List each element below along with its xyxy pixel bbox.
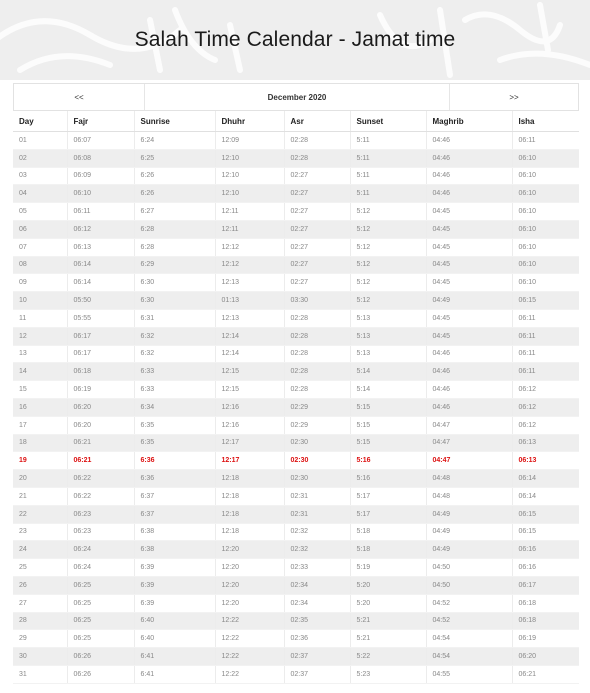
month-navigation (13, 83, 579, 111)
cell-day: 08 (13, 256, 67, 274)
cell-fajr: 05:50 (67, 292, 134, 310)
cell-isha: 06:13 (512, 434, 579, 452)
cell-fajr: 06:11 (67, 203, 134, 221)
cell-isha: 06:10 (512, 220, 579, 238)
table-row (13, 220, 579, 238)
cell-sunrise: 6:37 (134, 487, 215, 505)
cell-day: 23 (13, 523, 67, 541)
cell-maghrib: 04:48 (426, 487, 512, 505)
cell-sunset: 5:22 (350, 648, 426, 666)
cell-maghrib: 04:45 (426, 203, 512, 221)
cell-dhuhr: 12:20 (215, 594, 284, 612)
cell-isha: 06:11 (512, 327, 579, 345)
cell-dhuhr: 12:12 (215, 238, 284, 256)
cell-day: 13 (13, 345, 67, 363)
cell-dhuhr: 12:16 (215, 398, 284, 416)
table-row (13, 576, 579, 594)
cell-sunrise: 6:27 (134, 203, 215, 221)
cell-asr: 02:28 (284, 345, 350, 363)
table-row (13, 167, 579, 185)
cell-sunrise: 6:41 (134, 648, 215, 666)
cell-asr: 02:27 (284, 274, 350, 292)
cell-sunrise: 6:39 (134, 576, 215, 594)
cell-day: 12 (13, 327, 67, 345)
cell-asr: 02:31 (284, 487, 350, 505)
cell-fajr: 06:22 (67, 487, 134, 505)
cell-sunset: 5:20 (350, 594, 426, 612)
cell-fajr: 06:23 (67, 505, 134, 523)
cell-isha: 06:11 (512, 309, 579, 327)
cell-isha: 06:10 (512, 238, 579, 256)
cell-maghrib: 04:46 (426, 185, 512, 203)
cell-asr: 02:27 (284, 256, 350, 274)
cell-isha: 06:16 (512, 559, 579, 577)
cell-sunrise: 6:35 (134, 416, 215, 434)
cell-dhuhr: 12:10 (215, 185, 284, 203)
cell-day: 07 (13, 238, 67, 256)
cell-maghrib: 04:49 (426, 292, 512, 310)
cell-day: 14 (13, 363, 67, 381)
cell-isha: 06:10 (512, 203, 579, 221)
cell-day: 26 (13, 576, 67, 594)
cell-fajr: 06:10 (67, 185, 134, 203)
cell-isha: 06:16 (512, 541, 579, 559)
cell-asr: 02:37 (284, 648, 350, 666)
cell-sunrise: 6:33 (134, 363, 215, 381)
column-header-asr: Asr (284, 111, 350, 132)
cell-isha: 06:11 (512, 132, 579, 150)
table-row (13, 470, 579, 488)
cell-sunrise: 6:26 (134, 167, 215, 185)
cell-asr: 02:33 (284, 559, 350, 577)
cell-sunset: 5:17 (350, 505, 426, 523)
cell-maghrib: 04:46 (426, 345, 512, 363)
cell-fajr: 06:20 (67, 398, 134, 416)
cell-sunrise: 6:38 (134, 523, 215, 541)
cell-sunset: 5:13 (350, 345, 426, 363)
cell-sunrise: 6:41 (134, 665, 215, 683)
cell-sunset: 5:11 (350, 149, 426, 167)
cell-sunrise: 6:35 (134, 434, 215, 452)
cell-maghrib: 04:47 (426, 434, 512, 452)
cell-asr: 02:27 (284, 238, 350, 256)
cell-maghrib: 04:49 (426, 541, 512, 559)
cell-maghrib: 04:46 (426, 381, 512, 399)
column-header-fajr: Fajr (67, 111, 134, 132)
cell-asr: 02:27 (284, 220, 350, 238)
cell-sunset: 5:17 (350, 487, 426, 505)
cell-asr: 02:30 (284, 452, 350, 470)
cell-day: 04 (13, 185, 67, 203)
cell-fajr: 06:13 (67, 238, 134, 256)
cell-sunrise: 6:29 (134, 256, 215, 274)
cell-sunrise: 6:31 (134, 309, 215, 327)
cell-dhuhr: 12:22 (215, 665, 284, 683)
cell-isha: 06:11 (512, 345, 579, 363)
cell-asr: 02:29 (284, 398, 350, 416)
cell-asr: 02:28 (284, 132, 350, 150)
cell-asr: 02:34 (284, 576, 350, 594)
cell-sunset: 5:16 (350, 470, 426, 488)
column-header-dhuhr: Dhuhr (215, 111, 284, 132)
table-row (13, 630, 579, 648)
cell-maghrib: 04:45 (426, 309, 512, 327)
cell-day: 29 (13, 630, 67, 648)
cell-dhuhr: 12:14 (215, 327, 284, 345)
cell-sunrise: 6:30 (134, 274, 215, 292)
cell-sunrise: 6:39 (134, 559, 215, 577)
cell-dhuhr: 12:20 (215, 559, 284, 577)
cell-sunrise: 6:28 (134, 238, 215, 256)
cell-day: 15 (13, 381, 67, 399)
table-row (13, 434, 579, 452)
table-row (13, 149, 579, 167)
cell-maghrib: 04:54 (426, 648, 512, 666)
cell-sunset: 5:12 (350, 238, 426, 256)
cell-sunset: 5:11 (350, 132, 426, 150)
cell-asr: 02:28 (284, 309, 350, 327)
cell-sunrise: 6:32 (134, 327, 215, 345)
cell-asr: 02:28 (284, 149, 350, 167)
cell-day: 28 (13, 612, 67, 630)
cell-fajr: 06:21 (67, 434, 134, 452)
cell-maghrib: 04:46 (426, 363, 512, 381)
cell-sunset: 5:12 (350, 274, 426, 292)
cell-maghrib: 04:45 (426, 256, 512, 274)
cell-asr: 02:27 (284, 203, 350, 221)
cell-isha: 06:10 (512, 185, 579, 203)
cell-sunset: 5:13 (350, 327, 426, 345)
cell-maghrib: 04:46 (426, 167, 512, 185)
cell-sunset: 5:11 (350, 167, 426, 185)
cell-dhuhr: 12:15 (215, 363, 284, 381)
cell-dhuhr: 12:11 (215, 203, 284, 221)
cell-isha: 06:10 (512, 149, 579, 167)
cell-sunrise: 6:40 (134, 630, 215, 648)
cell-fajr: 06:25 (67, 630, 134, 648)
cell-sunset: 5:15 (350, 416, 426, 434)
cell-asr: 02:32 (284, 523, 350, 541)
cell-day: 31 (13, 665, 67, 683)
cell-day: 25 (13, 559, 67, 577)
cell-dhuhr: 12:18 (215, 487, 284, 505)
cell-dhuhr: 12:14 (215, 345, 284, 363)
cell-dhuhr: 12:20 (215, 541, 284, 559)
page-title: Salah Time Calendar - Jamat time (134, 28, 456, 51)
cell-fajr: 06:22 (67, 470, 134, 488)
table-row (13, 327, 579, 345)
cell-fajr: 06:25 (67, 594, 134, 612)
cell-asr: 02:34 (284, 594, 350, 612)
cell-sunset: 5:23 (350, 665, 426, 683)
cell-sunrise: 6:40 (134, 612, 215, 630)
cell-fajr: 06:23 (67, 523, 134, 541)
cell-sunrise: 6:25 (134, 149, 215, 167)
month-label: December 2020 (144, 84, 450, 110)
cell-sunset: 5:12 (350, 292, 426, 310)
cell-sunset: 5:12 (350, 203, 426, 221)
cell-fajr: 06:20 (67, 416, 134, 434)
cell-isha: 06:14 (512, 470, 579, 488)
cell-maghrib: 04:46 (426, 149, 512, 167)
cell-asr: 02:32 (284, 541, 350, 559)
cell-dhuhr: 12:18 (215, 505, 284, 523)
cell-isha: 06:15 (512, 505, 579, 523)
cell-dhuhr: 12:18 (215, 470, 284, 488)
table-row (13, 612, 579, 630)
cell-dhuhr: 12:16 (215, 416, 284, 434)
cell-fajr: 06:08 (67, 149, 134, 167)
cell-day: 05 (13, 203, 67, 221)
cell-sunset: 5:18 (350, 523, 426, 541)
table-row (13, 238, 579, 256)
column-header-day: Day (13, 111, 67, 132)
cell-fajr: 06:21 (67, 452, 134, 470)
prev-month-button[interactable]: << (74, 92, 84, 102)
cell-dhuhr: 12:22 (215, 612, 284, 630)
cell-maghrib: 04:55 (426, 665, 512, 683)
table-row (13, 416, 579, 434)
cell-day: 16 (13, 398, 67, 416)
cell-isha: 06:14 (512, 487, 579, 505)
cell-maghrib: 04:46 (426, 132, 512, 150)
table-row (13, 398, 579, 416)
cell-sunset: 5:14 (350, 381, 426, 399)
cell-day: 01 (13, 132, 67, 150)
header-banner (0, 0, 590, 80)
cell-maghrib: 04:49 (426, 505, 512, 523)
cell-maghrib: 04:50 (426, 559, 512, 577)
cell-day: 20 (13, 470, 67, 488)
cell-sunset: 5:19 (350, 559, 426, 577)
table-row (13, 381, 579, 399)
table-row (13, 487, 579, 505)
cell-asr: 02:28 (284, 381, 350, 399)
cell-sunset: 5:12 (350, 256, 426, 274)
cell-asr: 02:28 (284, 363, 350, 381)
table-row (13, 345, 579, 363)
cell-dhuhr: 12:20 (215, 576, 284, 594)
table-row (13, 132, 579, 150)
cell-sunset: 5:13 (350, 309, 426, 327)
table-row-today (13, 452, 579, 470)
cell-isha: 06:21 (512, 665, 579, 683)
cell-dhuhr: 12:15 (215, 381, 284, 399)
cell-asr: 02:37 (284, 665, 350, 683)
cell-maghrib: 04:49 (426, 523, 512, 541)
cell-sunrise: 6:36 (134, 470, 215, 488)
cell-dhuhr: 12:10 (215, 149, 284, 167)
cell-fajr: 06:14 (67, 274, 134, 292)
cell-dhuhr: 12:22 (215, 630, 284, 648)
cell-isha: 06:18 (512, 612, 579, 630)
cell-asr: 02:30 (284, 434, 350, 452)
table-body (13, 132, 579, 684)
cell-maghrib: 04:45 (426, 238, 512, 256)
cell-maghrib: 04:52 (426, 612, 512, 630)
cell-day: 24 (13, 541, 67, 559)
cell-isha: 06:19 (512, 630, 579, 648)
cell-dhuhr: 12:18 (215, 523, 284, 541)
calendar-panel (13, 83, 579, 684)
table-row (13, 523, 579, 541)
cell-isha: 06:12 (512, 398, 579, 416)
table-row (13, 363, 579, 381)
cell-fajr: 06:17 (67, 345, 134, 363)
cell-asr: 02:29 (284, 416, 350, 434)
cell-maghrib: 04:46 (426, 398, 512, 416)
cell-sunrise: 6:26 (134, 185, 215, 203)
cell-fajr: 06:18 (67, 363, 134, 381)
cell-isha: 06:20 (512, 648, 579, 666)
cell-day: 19 (13, 452, 67, 470)
cell-dhuhr: 12:10 (215, 167, 284, 185)
cell-dhuhr: 12:22 (215, 648, 284, 666)
cell-sunrise: 6:38 (134, 541, 215, 559)
cell-dhuhr: 01:13 (215, 292, 284, 310)
cell-asr: 02:35 (284, 612, 350, 630)
cell-isha: 06:18 (512, 594, 579, 612)
cell-sunrise: 6:39 (134, 594, 215, 612)
cell-maghrib: 04:45 (426, 274, 512, 292)
column-header-maghrib: Maghrib (426, 111, 512, 132)
cell-sunrise: 6:32 (134, 345, 215, 363)
cell-day: 02 (13, 149, 67, 167)
cell-sunset: 5:16 (350, 452, 426, 470)
cell-day: 18 (13, 434, 67, 452)
table-row (13, 274, 579, 292)
cell-isha: 06:13 (512, 452, 579, 470)
cell-dhuhr: 12:13 (215, 274, 284, 292)
cell-day: 30 (13, 648, 67, 666)
cell-fajr: 06:24 (67, 559, 134, 577)
cell-fajr: 06:07 (67, 132, 134, 150)
cell-fajr: 05:55 (67, 309, 134, 327)
cell-fajr: 06:25 (67, 576, 134, 594)
cell-sunset: 5:21 (350, 630, 426, 648)
cell-day: 03 (13, 167, 67, 185)
cell-fajr: 06:26 (67, 665, 134, 683)
cell-sunset: 5:12 (350, 220, 426, 238)
cell-maghrib: 04:50 (426, 576, 512, 594)
table-header-row (13, 111, 579, 132)
cell-fajr: 06:25 (67, 612, 134, 630)
cell-fajr: 06:26 (67, 648, 134, 666)
cell-day: 21 (13, 487, 67, 505)
cell-dhuhr: 12:17 (215, 434, 284, 452)
cell-sunrise: 6:34 (134, 398, 215, 416)
cell-maghrib: 04:54 (426, 630, 512, 648)
cell-fajr: 06:24 (67, 541, 134, 559)
cell-day: 27 (13, 594, 67, 612)
cell-day: 10 (13, 292, 67, 310)
table-row (13, 505, 579, 523)
cell-sunset: 5:14 (350, 363, 426, 381)
cell-isha: 06:15 (512, 523, 579, 541)
table-row (13, 292, 579, 310)
cell-maghrib: 04:47 (426, 416, 512, 434)
cell-isha: 06:11 (512, 363, 579, 381)
cell-fajr: 06:19 (67, 381, 134, 399)
cell-dhuhr: 12:13 (215, 309, 284, 327)
table-row (13, 648, 579, 666)
cell-asr: 02:31 (284, 505, 350, 523)
cell-sunset: 5:20 (350, 576, 426, 594)
column-header-sunrise: Sunrise (134, 111, 215, 132)
cell-day: 06 (13, 220, 67, 238)
cell-sunset: 5:11 (350, 185, 426, 203)
cell-maghrib: 04:45 (426, 327, 512, 345)
cell-day: 09 (13, 274, 67, 292)
table-row (13, 559, 579, 577)
cell-dhuhr: 12:09 (215, 132, 284, 150)
cell-asr: 02:30 (284, 470, 350, 488)
cell-isha: 06:12 (512, 416, 579, 434)
table-row (13, 256, 579, 274)
cell-sunset: 5:21 (350, 612, 426, 630)
cell-maghrib: 04:47 (426, 452, 512, 470)
cell-sunrise: 6:37 (134, 505, 215, 523)
cell-isha: 06:17 (512, 576, 579, 594)
column-header-isha: Isha (512, 111, 579, 132)
cell-sunset: 5:18 (350, 541, 426, 559)
table-row (13, 541, 579, 559)
cell-maghrib: 04:48 (426, 470, 512, 488)
cell-day: 17 (13, 416, 67, 434)
cell-fajr: 06:09 (67, 167, 134, 185)
cell-sunrise: 6:33 (134, 381, 215, 399)
cell-isha: 06:10 (512, 274, 579, 292)
next-month-button[interactable]: >> (509, 92, 519, 102)
table-row (13, 665, 579, 683)
cell-sunset: 5:15 (350, 398, 426, 416)
cell-sunset: 5:15 (350, 434, 426, 452)
cell-day: 22 (13, 505, 67, 523)
cell-sunrise: 6:36 (134, 452, 215, 470)
cell-sunrise: 6:30 (134, 292, 215, 310)
column-header-sunset: Sunset (350, 111, 426, 132)
cell-sunrise: 6:28 (134, 220, 215, 238)
cell-fajr: 06:14 (67, 256, 134, 274)
cell-asr: 03:30 (284, 292, 350, 310)
table-row (13, 309, 579, 327)
prayer-times-table (13, 111, 579, 684)
cell-asr: 02:28 (284, 327, 350, 345)
table-row (13, 203, 579, 221)
cell-maghrib: 04:52 (426, 594, 512, 612)
cell-fajr: 06:17 (67, 327, 134, 345)
cell-asr: 02:36 (284, 630, 350, 648)
cell-dhuhr: 12:17 (215, 452, 284, 470)
table-row (13, 594, 579, 612)
cell-isha: 06:12 (512, 381, 579, 399)
table-row (13, 185, 579, 203)
cell-asr: 02:27 (284, 167, 350, 185)
cell-asr: 02:27 (284, 185, 350, 203)
cell-fajr: 06:12 (67, 220, 134, 238)
cell-isha: 06:10 (512, 256, 579, 274)
cell-isha: 06:15 (512, 292, 579, 310)
cell-day: 11 (13, 309, 67, 327)
cell-sunrise: 6:24 (134, 132, 215, 150)
cell-dhuhr: 12:12 (215, 256, 284, 274)
cell-maghrib: 04:45 (426, 220, 512, 238)
cell-dhuhr: 12:11 (215, 220, 284, 238)
cell-isha: 06:10 (512, 167, 579, 185)
